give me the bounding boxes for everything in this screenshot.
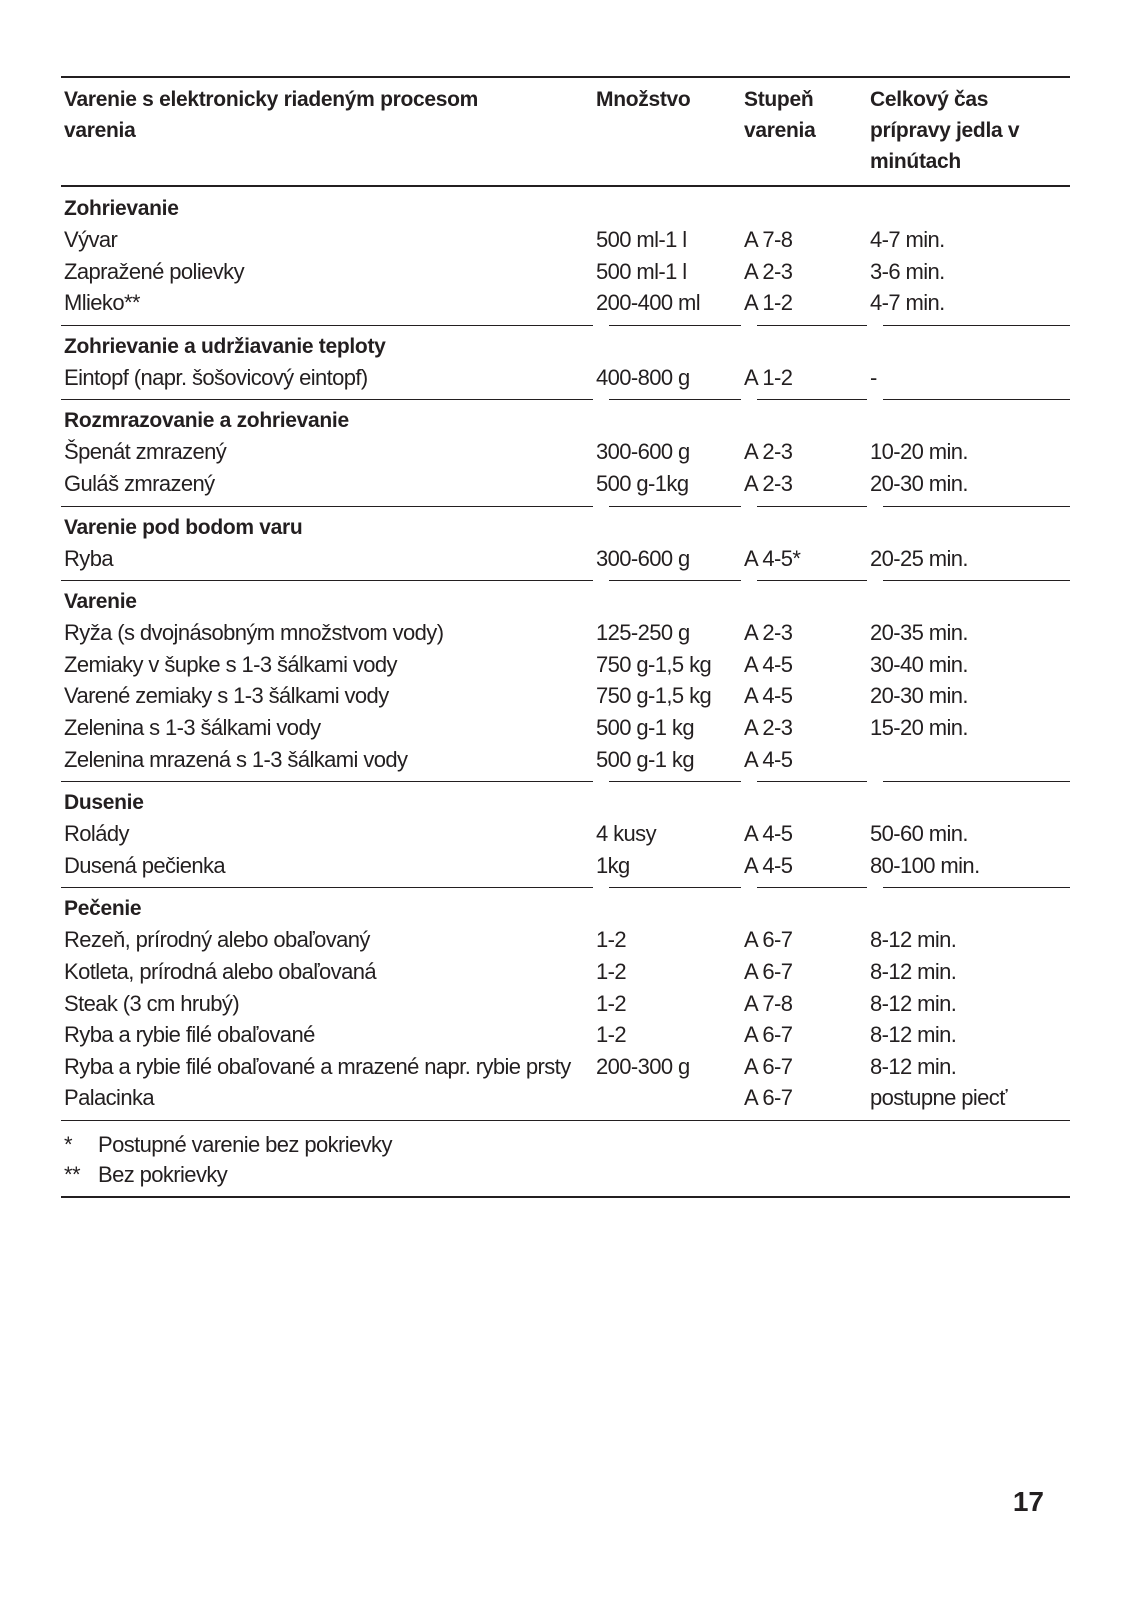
cell-quantity: 200-400 ml bbox=[596, 290, 701, 316]
table-row bbox=[61, 680, 1070, 712]
cell-level: A 4-5* bbox=[744, 545, 801, 571]
cell-time: 3-6 min. bbox=[870, 258, 945, 284]
cell-quantity: 1kg bbox=[596, 852, 630, 878]
footnote bbox=[61, 1129, 1070, 1160]
table-row bbox=[61, 256, 1070, 288]
cell-quantity: 500 ml-1 l bbox=[596, 258, 687, 284]
cell-quantity: 125-250 g bbox=[596, 620, 690, 646]
table-header bbox=[61, 78, 1070, 187]
table-row bbox=[61, 224, 1070, 256]
cell-level: A 2-3 bbox=[744, 714, 793, 740]
table-row bbox=[61, 1051, 1070, 1083]
table-row bbox=[61, 1019, 1070, 1051]
cell-level: A 1-2 bbox=[744, 290, 793, 316]
table-section bbox=[61, 781, 1070, 887]
cell-description: Palacinka bbox=[64, 1085, 154, 1111]
table-row bbox=[61, 956, 1070, 988]
cell-level: A 7-8 bbox=[744, 990, 793, 1016]
cell-time: 8-12 min. bbox=[870, 1053, 957, 1079]
cell-quantity: 4 kusy bbox=[596, 821, 656, 847]
cell-description: Zelenina s 1-3 šálkami vody bbox=[64, 714, 321, 740]
cell-level: A 4-5 bbox=[744, 746, 793, 772]
section-title: Varenie bbox=[64, 590, 137, 614]
table-row bbox=[61, 988, 1070, 1020]
cell-time: postupne piecť bbox=[870, 1085, 1007, 1111]
cell-quantity: 750 g-1,5 kg bbox=[596, 683, 712, 709]
table-row bbox=[61, 1082, 1070, 1114]
cell-time: 4-7 min. bbox=[870, 290, 945, 316]
table-row bbox=[61, 362, 1070, 394]
cell-description: Ryba a rybie filé obaľované a mrazené napr. rybie prsty bbox=[64, 1053, 571, 1079]
cell-time: 10-20 min. bbox=[870, 439, 968, 465]
cell-level: A 2-3 bbox=[744, 620, 793, 646]
cell-time: 30-40 min. bbox=[870, 651, 968, 677]
cell-time: 20-25 min. bbox=[870, 545, 968, 571]
cell-quantity: 500 g-1 kg bbox=[596, 746, 694, 772]
table-row bbox=[61, 850, 1070, 882]
cell-time: 15-20 min. bbox=[870, 714, 968, 740]
table-row bbox=[61, 649, 1070, 681]
footnotes bbox=[61, 1120, 1070, 1198]
cell-level: A 6-7 bbox=[744, 1022, 793, 1048]
cell-quantity: 1-2 bbox=[596, 990, 626, 1016]
cell-level: A 7-8 bbox=[744, 227, 793, 252]
cell-level: A 4-5 bbox=[744, 683, 793, 709]
table-body bbox=[61, 187, 1070, 1120]
table-row bbox=[61, 818, 1070, 850]
cell-quantity: 750 g-1,5 kg bbox=[596, 651, 712, 677]
cell-time: 8-12 min. bbox=[870, 1022, 957, 1048]
cell-time: 20-30 min. bbox=[870, 470, 968, 496]
section-title: Rozmrazovanie a zohrievanie bbox=[64, 409, 349, 433]
cell-quantity: 200-300 g bbox=[596, 1053, 690, 1079]
cell-level: A 6-7 bbox=[744, 958, 793, 984]
cell-description: Ryba bbox=[64, 545, 113, 571]
cell-level: A 4-5 bbox=[744, 852, 793, 878]
cell-level: A 6-7 bbox=[744, 1085, 793, 1111]
cell-quantity: 400-800 g bbox=[596, 364, 690, 390]
cell-description: Ryža (s dvojnásobným množstvom vody) bbox=[64, 620, 444, 646]
cell-quantity: 1-2 bbox=[596, 1022, 626, 1048]
cell-description: Eintopf (napr. šošovicový eintopf) bbox=[64, 364, 368, 390]
footnote-mark: * bbox=[64, 1131, 72, 1157]
cell-description: Ryba a rybie filé obaľované bbox=[64, 1022, 315, 1048]
cell-quantity: 500 ml-1 l bbox=[596, 227, 687, 252]
cell-description: Zapražené polievky bbox=[64, 258, 244, 284]
cell-time: 20-35 min. bbox=[870, 620, 968, 646]
cell-quantity: 1-2 bbox=[596, 927, 626, 953]
cell-level: A 2-3 bbox=[744, 470, 793, 496]
cell-description: Zelenina mrazená s 1-3 šálkami vody bbox=[64, 746, 408, 772]
header-level: Stupeň varenia bbox=[744, 88, 816, 142]
cell-description: Kotleta, prírodná alebo obaľovaná bbox=[64, 958, 376, 984]
cell-time: 8-12 min. bbox=[870, 990, 957, 1016]
footnote-mark: ** bbox=[64, 1161, 80, 1187]
footnote-text: Bez pokrievky bbox=[98, 1161, 228, 1187]
cell-description: Mlieko** bbox=[64, 290, 140, 316]
cell-level: A 1-2 bbox=[744, 364, 793, 390]
cell-description: Steak (3 cm hrubý) bbox=[64, 990, 240, 1016]
table-section bbox=[61, 399, 1070, 505]
cell-description: Dusená pečienka bbox=[64, 852, 226, 878]
table-section bbox=[61, 580, 1070, 781]
cell-level: A 4-5 bbox=[744, 651, 793, 677]
section-title: Zohrievanie a udržiavanie teploty bbox=[64, 334, 386, 358]
footnote-text: Postupné varenie bez pokrievky bbox=[98, 1131, 392, 1157]
header-quantity: Množstvo bbox=[596, 88, 691, 111]
cooking-table bbox=[61, 76, 1070, 1198]
section-title: Pečenie bbox=[64, 897, 142, 921]
header-time: Celkový čas prípravy jedla v minútach bbox=[870, 88, 1020, 173]
section-title: Varenie pod bodom varu bbox=[64, 515, 303, 539]
page-number: 17 bbox=[1012, 1486, 1044, 1517]
section-title: Dusenie bbox=[64, 791, 144, 815]
table-row bbox=[61, 712, 1070, 744]
table-row bbox=[61, 543, 1070, 575]
section-title: Zohrievanie bbox=[64, 197, 179, 220]
table-section bbox=[61, 325, 1070, 400]
cell-level: A 2-3 bbox=[744, 439, 793, 465]
cell-level: A 2-3 bbox=[744, 258, 793, 284]
header-description: Varenie s elektronicky riadeným procesom varenia bbox=[64, 88, 479, 142]
table-section bbox=[61, 506, 1070, 581]
table-row bbox=[61, 617, 1070, 649]
table-section bbox=[61, 187, 1070, 325]
table-row bbox=[61, 744, 1070, 776]
footnote bbox=[61, 1159, 1070, 1190]
cell-level: A 4-5 bbox=[744, 821, 793, 847]
cell-description: Rolády bbox=[64, 821, 129, 847]
table-row bbox=[61, 468, 1070, 500]
cell-description: Varené zemiaky s 1-3 šálkami vody bbox=[64, 683, 389, 709]
cell-description: Špenát zmrazený bbox=[64, 439, 227, 465]
cell-quantity: 300-600 g bbox=[596, 545, 690, 571]
table-row bbox=[61, 924, 1070, 956]
cell-quantity: 500 g-1 kg bbox=[596, 714, 694, 740]
cell-time: - bbox=[870, 364, 877, 390]
cell-level: A 6-7 bbox=[744, 1053, 793, 1079]
cell-time: 50-60 min. bbox=[870, 821, 968, 847]
cell-description: Guláš zmrazený bbox=[64, 470, 215, 496]
cell-description: Vývar bbox=[64, 227, 118, 252]
cell-level: A 6-7 bbox=[744, 927, 793, 953]
table-row bbox=[61, 436, 1070, 468]
cell-description: Zemiaky v šupke s 1-3 šálkami vody bbox=[64, 651, 397, 677]
cell-time: 20-30 min. bbox=[870, 683, 968, 709]
cell-time: 4-7 min. bbox=[870, 227, 945, 252]
cell-time: 8-12 min. bbox=[870, 927, 957, 953]
table-section bbox=[61, 887, 1070, 1120]
cell-time: 8-12 min. bbox=[870, 958, 957, 984]
cell-quantity: 1-2 bbox=[596, 958, 626, 984]
table-row bbox=[61, 287, 1070, 319]
cell-quantity: 500 g-1kg bbox=[596, 470, 689, 496]
cell-description: Rezeň, prírodný alebo obaľovaný bbox=[64, 927, 370, 953]
cell-quantity: 300-600 g bbox=[596, 439, 690, 465]
cell-time: 80-100 min. bbox=[870, 852, 980, 878]
